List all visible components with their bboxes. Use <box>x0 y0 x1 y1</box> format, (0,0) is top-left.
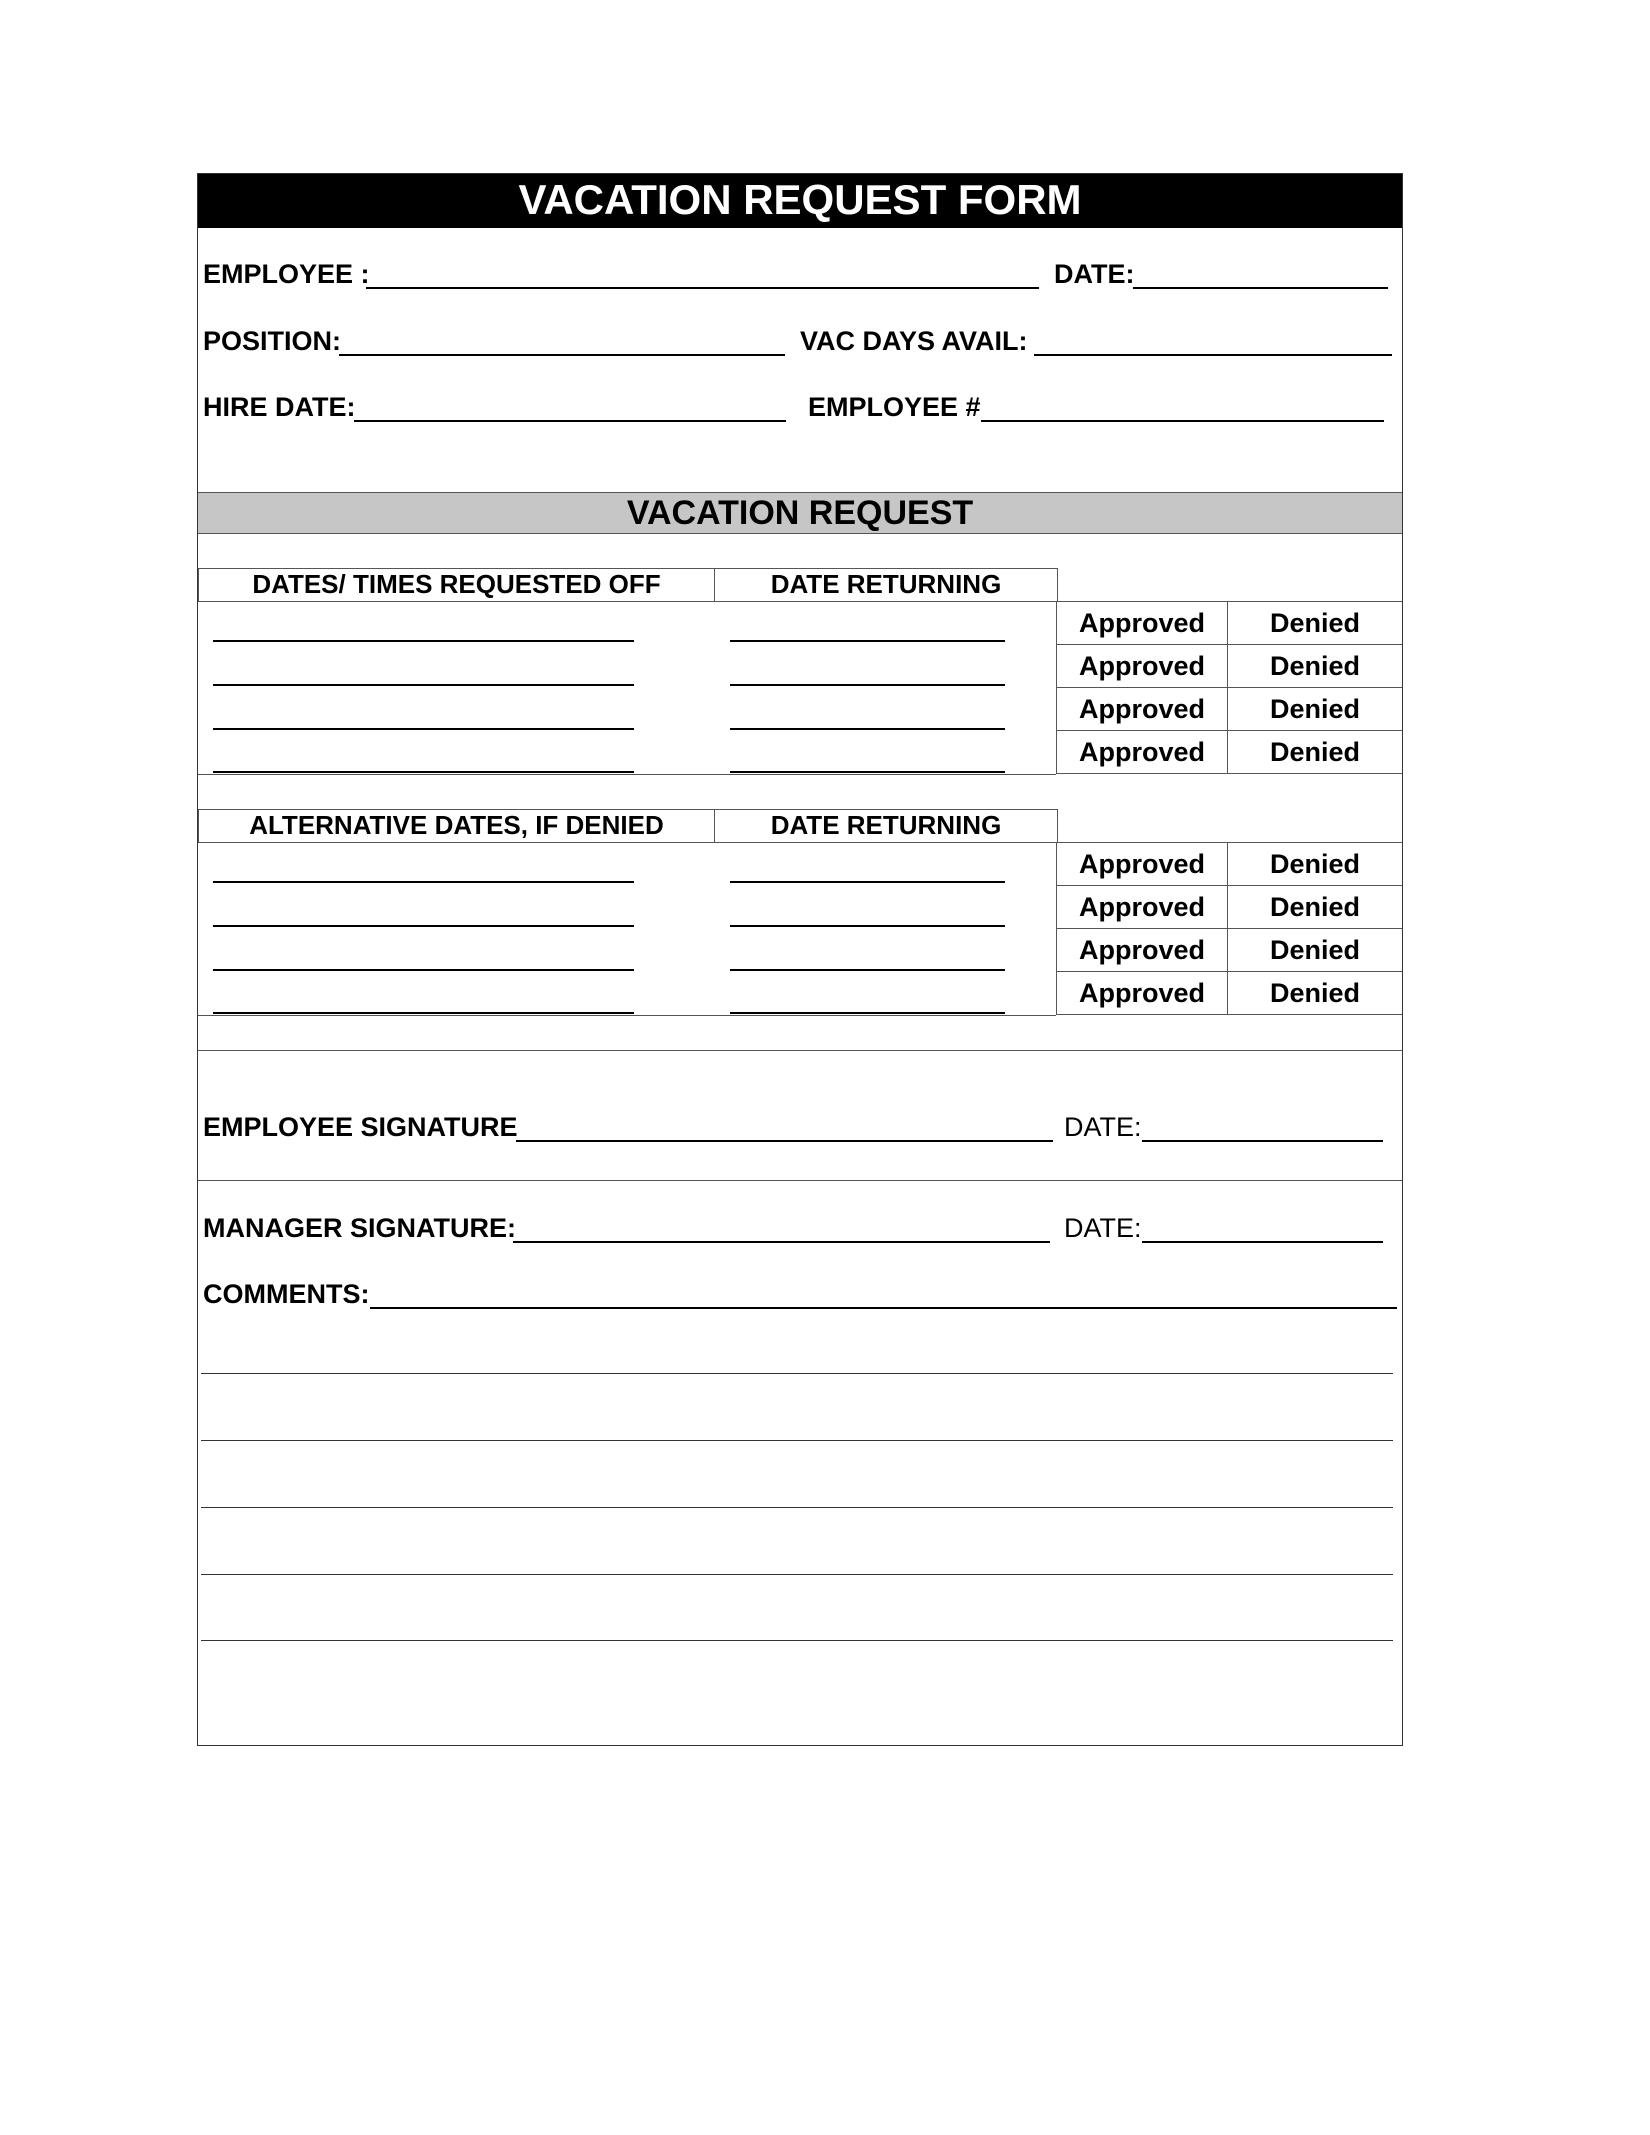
alternative-dates-header: ALTERNATIVE DATES, IF DENIED <box>198 809 715 843</box>
alternative-date-lines <box>198 842 1056 1016</box>
approved-option[interactable]: Approved <box>1056 929 1228 971</box>
approval-row <box>1056 886 1402 929</box>
section-divider <box>198 1180 1402 1181</box>
vacation-request-heading: VACATION REQUEST <box>198 492 1402 534</box>
dates-requested-header: DATES/ TIMES REQUESTED OFF <box>198 568 715 602</box>
approval-row <box>1056 972 1402 1015</box>
date-label: DATE: <box>1054 259 1135 289</box>
requested-date-field[interactable] <box>213 771 634 773</box>
alt-returning-date-field[interactable] <box>730 881 1005 883</box>
vac-days-label: VAC DAYS AVAIL: <box>800 326 1028 356</box>
employee-field[interactable] <box>366 287 1039 289</box>
denied-option[interactable]: Denied <box>1269 737 1361 767</box>
request-date-lines <box>198 601 1056 775</box>
comments-line[interactable] <box>201 1440 1393 1441</box>
alternative-date-field[interactable] <box>213 969 634 971</box>
approval-row <box>1056 929 1402 972</box>
alt-returning-date-field[interactable] <box>730 925 1005 927</box>
alternative-approval-grid <box>1056 843 1402 1015</box>
approved-option[interactable]: Approved <box>1056 843 1228 885</box>
comments-line[interactable] <box>201 1373 1393 1374</box>
request-approval-grid <box>1056 602 1402 774</box>
alt-returning-date-field[interactable] <box>730 969 1005 971</box>
returning-date-field[interactable] <box>730 728 1005 730</box>
position-field[interactable] <box>339 354 785 356</box>
comments-label: COMMENTS: <box>203 1279 370 1309</box>
denied-option[interactable]: Denied <box>1269 849 1361 879</box>
returning-date-field[interactable] <box>730 771 1005 773</box>
denied-option[interactable]: Denied <box>1269 978 1361 1008</box>
date-returning-header: DATE RETURNING <box>714 568 1058 602</box>
comments-line[interactable] <box>201 1640 1393 1641</box>
manager-signature-label: MANAGER SIGNATURE: <box>203 1213 516 1243</box>
date-field[interactable] <box>1133 287 1388 289</box>
vac-days-field[interactable] <box>1034 354 1392 356</box>
comments-line[interactable] <box>201 1574 1393 1575</box>
requested-date-field[interactable] <box>213 640 634 642</box>
manager-signature-date-label: DATE: <box>1064 1213 1142 1243</box>
approved-option[interactable]: Approved <box>1056 645 1228 687</box>
manager-signature-field[interactable] <box>513 1241 1050 1243</box>
hire-date-field[interactable] <box>354 420 786 422</box>
employee-number-field[interactable] <box>981 420 1384 422</box>
comments-line[interactable] <box>370 1307 1397 1309</box>
returning-date-field[interactable] <box>730 684 1005 686</box>
approved-option[interactable]: Approved <box>1056 688 1228 730</box>
approved-option[interactable]: Approved <box>1056 602 1228 644</box>
alternative-date-field[interactable] <box>213 925 634 927</box>
denied-option[interactable]: Denied <box>1269 651 1361 681</box>
approved-option[interactable]: Approved <box>1056 972 1228 1014</box>
hire-date-label: HIRE DATE: <box>203 392 356 422</box>
manager-signature-date-field[interactable] <box>1142 1241 1383 1243</box>
requested-date-field[interactable] <box>213 728 634 730</box>
approval-row <box>1056 645 1402 688</box>
denied-option[interactable]: Denied <box>1269 608 1361 638</box>
employee-signature-field[interactable] <box>516 1140 1053 1142</box>
form-title: VACATION REQUEST FORM <box>198 174 1402 228</box>
requested-date-field[interactable] <box>213 684 634 686</box>
vacation-request-form <box>197 173 1403 1746</box>
approval-row <box>1056 688 1402 731</box>
position-label: POSITION: <box>203 326 342 356</box>
table-divider <box>198 774 1056 775</box>
approval-row <box>1056 602 1402 645</box>
section-divider <box>198 1050 1402 1051</box>
table-divider <box>198 1015 1056 1016</box>
denied-option[interactable]: Denied <box>1269 892 1361 922</box>
denied-option[interactable]: Denied <box>1269 935 1361 965</box>
employee-number-label: EMPLOYEE # <box>808 392 981 422</box>
employee-label: EMPLOYEE : <box>203 259 370 289</box>
approval-row <box>1056 731 1402 774</box>
employee-signature-date-label: DATE: <box>1064 1112 1142 1142</box>
alt-date-returning-header: DATE RETURNING <box>714 809 1058 843</box>
alternative-date-field[interactable] <box>213 881 634 883</box>
approval-row <box>1056 843 1402 886</box>
comments-line[interactable] <box>201 1507 1393 1508</box>
alternative-date-field[interactable] <box>213 1012 634 1014</box>
approved-option[interactable]: Approved <box>1056 886 1228 928</box>
approved-option[interactable]: Approved <box>1056 731 1228 773</box>
employee-signature-date-field[interactable] <box>1142 1140 1383 1142</box>
employee-signature-label: EMPLOYEE SIGNATURE <box>203 1112 518 1142</box>
alt-returning-date-field[interactable] <box>730 1012 1005 1014</box>
denied-option[interactable]: Denied <box>1269 694 1361 724</box>
returning-date-field[interactable] <box>730 640 1005 642</box>
